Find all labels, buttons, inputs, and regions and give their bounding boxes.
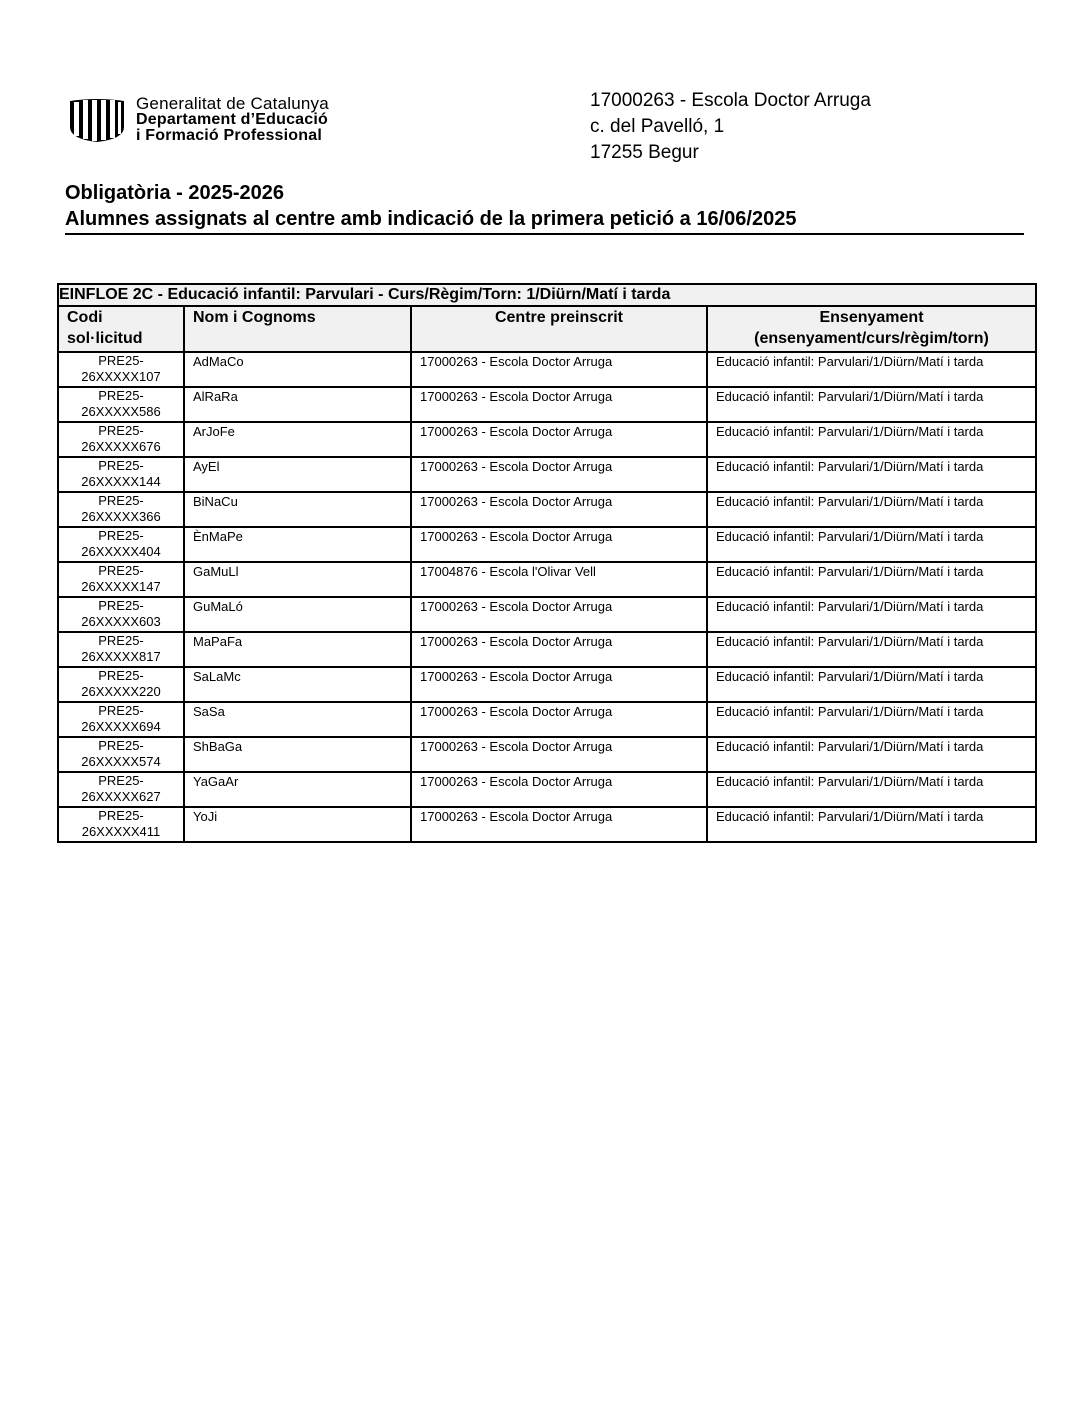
request-code-prefix: PRE25- bbox=[98, 423, 144, 438]
ensenyament-cell: Educació infantil: Parvulari/1/Diürn/Matí i tarda bbox=[707, 772, 1036, 807]
ensenyament-cell: Educació infantil: Parvulari/1/Diürn/Matí i tarda bbox=[707, 422, 1036, 457]
student-name-cell: MaPaFa bbox=[184, 632, 411, 667]
student-name-cell: SaLaMc bbox=[184, 667, 411, 702]
table-row bbox=[58, 457, 1036, 492]
school-city: 17255 Begur bbox=[590, 142, 699, 163]
request-code-number: 26XXXXX627 bbox=[81, 789, 161, 804]
ensenyament-cell: Educació infantil: Parvulari/1/Diürn/Matí i tarda bbox=[707, 807, 1036, 842]
request-code-number: 26XXXXX411 bbox=[81, 824, 161, 839]
request-code-cell bbox=[58, 387, 184, 422]
student-name-cell: AdMaCo bbox=[184, 352, 411, 387]
request-code-cell bbox=[58, 772, 184, 807]
request-code-cell bbox=[58, 457, 184, 492]
centre-cell: 17000263 - Escola Doctor Arruga bbox=[411, 352, 707, 387]
request-code-prefix: PRE25- bbox=[98, 773, 144, 788]
centre-cell: 17000263 - Escola Doctor Arruga bbox=[411, 597, 707, 632]
student-name-cell: GaMuLl bbox=[184, 562, 411, 597]
students-table bbox=[57, 283, 1037, 843]
ensenyament-cell: Educació infantil: Parvulari/1/Diürn/Matí i tarda bbox=[707, 527, 1036, 562]
request-code-prefix: PRE25- bbox=[98, 703, 144, 718]
ensenyament-cell: Educació infantil: Parvulari/1/Diürn/Matí i tarda bbox=[707, 387, 1036, 422]
student-name-cell: AyEl bbox=[184, 457, 411, 492]
request-code-number: 26XXXXX817 bbox=[81, 649, 161, 664]
request-code-cell bbox=[58, 527, 184, 562]
table-row bbox=[58, 387, 1036, 422]
ensenyament-cell: Educació infantil: Parvulari/1/Diürn/Matí i tarda bbox=[707, 562, 1036, 597]
ensenyament-cell: Educació infantil: Parvulari/1/Diürn/Matí i tarda bbox=[707, 667, 1036, 702]
table-row bbox=[58, 597, 1036, 632]
request-code-number: 26XXXXX586 bbox=[81, 404, 161, 419]
centre-cell: 17000263 - Escola Doctor Arruga bbox=[411, 702, 707, 737]
school-street: c. del Pavelló, 1 bbox=[590, 116, 725, 137]
table-row bbox=[58, 352, 1036, 387]
centre-cell: 17000263 - Escola Doctor Arruga bbox=[411, 772, 707, 807]
report-titles bbox=[65, 180, 1024, 235]
request-code-prefix: PRE25- bbox=[98, 808, 144, 823]
ensenyament-cell: Educació infantil: Parvulari/1/Diürn/Matí i tarda bbox=[707, 457, 1036, 492]
generalitat-logo bbox=[66, 96, 329, 144]
request-code-number: 26XXXXX144 bbox=[81, 474, 161, 489]
report-title-main: Alumnes assignats al centre amb indicació de la primera petició a 16/06/2025 bbox=[65, 206, 1024, 235]
table-row bbox=[58, 702, 1036, 737]
request-code-cell bbox=[58, 737, 184, 772]
generalitat-emblem-icon bbox=[66, 97, 128, 143]
ensenyament-cell: Educació infantil: Parvulari/1/Diürn/Matí i tarda bbox=[707, 632, 1036, 667]
column-header-centre: Centre preinscrit bbox=[411, 306, 707, 352]
request-code-prefix: PRE25- bbox=[98, 668, 144, 683]
ensenyament-cell: Educació infantil: Parvulari/1/Diürn/Matí i tarda bbox=[707, 737, 1036, 772]
request-code-prefix: PRE25- bbox=[98, 353, 144, 368]
report-title-year: Obligatòria - 2025-2026 bbox=[65, 182, 284, 204]
request-code-number: 26XXXXX366 bbox=[81, 509, 161, 524]
table-row bbox=[58, 772, 1036, 807]
table-row bbox=[58, 737, 1036, 772]
request-code-cell bbox=[58, 667, 184, 702]
ensenyament-cell: Educació infantil: Parvulari/1/Diürn/Matí i tarda bbox=[707, 352, 1036, 387]
table-row bbox=[58, 807, 1036, 842]
request-code-number: 26XXXXX147 bbox=[81, 579, 161, 594]
department-name: Departament d’Educació bbox=[136, 111, 329, 128]
centre-cell: 17000263 - Escola Doctor Arruga bbox=[411, 387, 707, 422]
school-name: 17000263 - Escola Doctor Arruga bbox=[590, 90, 871, 111]
request-code-prefix: PRE25- bbox=[98, 738, 144, 753]
request-code-cell bbox=[58, 807, 184, 842]
request-code-prefix: PRE25- bbox=[98, 528, 144, 543]
column-header-codi: Codi sol·licitud bbox=[58, 306, 184, 352]
column-header-row bbox=[58, 306, 1036, 352]
centre-cell: 17000263 - Escola Doctor Arruga bbox=[411, 807, 707, 842]
request-code-number: 26XXXXX574 bbox=[81, 754, 161, 769]
column-header-ensenyament: Ensenyament (ensenyament/curs/règim/torn) bbox=[707, 306, 1036, 352]
org-name: Generalitat de Catalunya bbox=[136, 94, 329, 113]
school-address-block bbox=[590, 88, 871, 166]
student-name-cell: YoJi bbox=[184, 807, 411, 842]
request-code-cell bbox=[58, 492, 184, 527]
request-code-cell bbox=[58, 702, 184, 737]
group-header-row bbox=[58, 284, 1036, 306]
table-row bbox=[58, 527, 1036, 562]
table-row bbox=[58, 632, 1036, 667]
request-code-prefix: PRE25- bbox=[98, 458, 144, 473]
student-name-cell: SaSa bbox=[184, 702, 411, 737]
request-code-number: 26XXXXX603 bbox=[81, 614, 161, 629]
request-code-prefix: PRE25- bbox=[98, 598, 144, 613]
table-row bbox=[58, 667, 1036, 702]
student-name-cell: BiNaCu bbox=[184, 492, 411, 527]
request-code-cell bbox=[58, 632, 184, 667]
column-header-nom: Nom i Cognoms bbox=[184, 306, 411, 352]
request-code-prefix: PRE25- bbox=[98, 493, 144, 508]
request-code-number: 26XXXXX676 bbox=[81, 439, 161, 454]
student-name-cell: GuMaLó bbox=[184, 597, 411, 632]
request-code-cell bbox=[58, 422, 184, 457]
request-code-cell bbox=[58, 597, 184, 632]
student-name-cell: ArJoFe bbox=[184, 422, 411, 457]
table-row bbox=[58, 562, 1036, 597]
centre-cell: 17004876 - Escola l'Olivar Vell bbox=[411, 562, 707, 597]
student-name-cell: AlRaRa bbox=[184, 387, 411, 422]
table-row bbox=[58, 422, 1036, 457]
student-name-cell: YaGaAr bbox=[184, 772, 411, 807]
centre-cell: 17000263 - Escola Doctor Arruga bbox=[411, 632, 707, 667]
centre-cell: 17000263 - Escola Doctor Arruga bbox=[411, 422, 707, 457]
ensenyament-cell: Educació infantil: Parvulari/1/Diürn/Matí i tarda bbox=[707, 492, 1036, 527]
request-code-number: 26XXXXX107 bbox=[81, 369, 161, 384]
request-code-number: 26XXXXX404 bbox=[81, 544, 161, 559]
centre-cell: 17000263 - Escola Doctor Arruga bbox=[411, 492, 707, 527]
ensenyament-cell: Educació infantil: Parvulari/1/Diürn/Matí i tarda bbox=[707, 597, 1036, 632]
request-code-cell bbox=[58, 562, 184, 597]
centre-cell: 17000263 - Escola Doctor Arruga bbox=[411, 737, 707, 772]
centre-cell: 17000263 - Escola Doctor Arruga bbox=[411, 457, 707, 492]
request-code-prefix: PRE25- bbox=[98, 633, 144, 648]
department-name-continued: i Formació Professional bbox=[136, 127, 322, 144]
request-code-number: 26XXXXX220 bbox=[81, 684, 161, 699]
ensenyament-cell: Educació infantil: Parvulari/1/Diürn/Matí i tarda bbox=[707, 702, 1036, 737]
group-label: EINFLOE 2C - Educació infantil: Parvulari - Curs/Règim/Torn: 1/Diürn/Matí i tarda bbox=[58, 284, 1036, 306]
centre-cell: 17000263 - Escola Doctor Arruga bbox=[411, 527, 707, 562]
centre-cell: 17000263 - Escola Doctor Arruga bbox=[411, 667, 707, 702]
student-name-cell: ÈnMaPe bbox=[184, 527, 411, 562]
request-code-prefix: PRE25- bbox=[98, 563, 144, 578]
request-code-cell bbox=[58, 352, 184, 387]
request-code-prefix: PRE25- bbox=[98, 388, 144, 403]
student-name-cell: ShBaGa bbox=[184, 737, 411, 772]
request-code-number: 26XXXXX694 bbox=[81, 719, 161, 734]
table-row bbox=[58, 492, 1036, 527]
